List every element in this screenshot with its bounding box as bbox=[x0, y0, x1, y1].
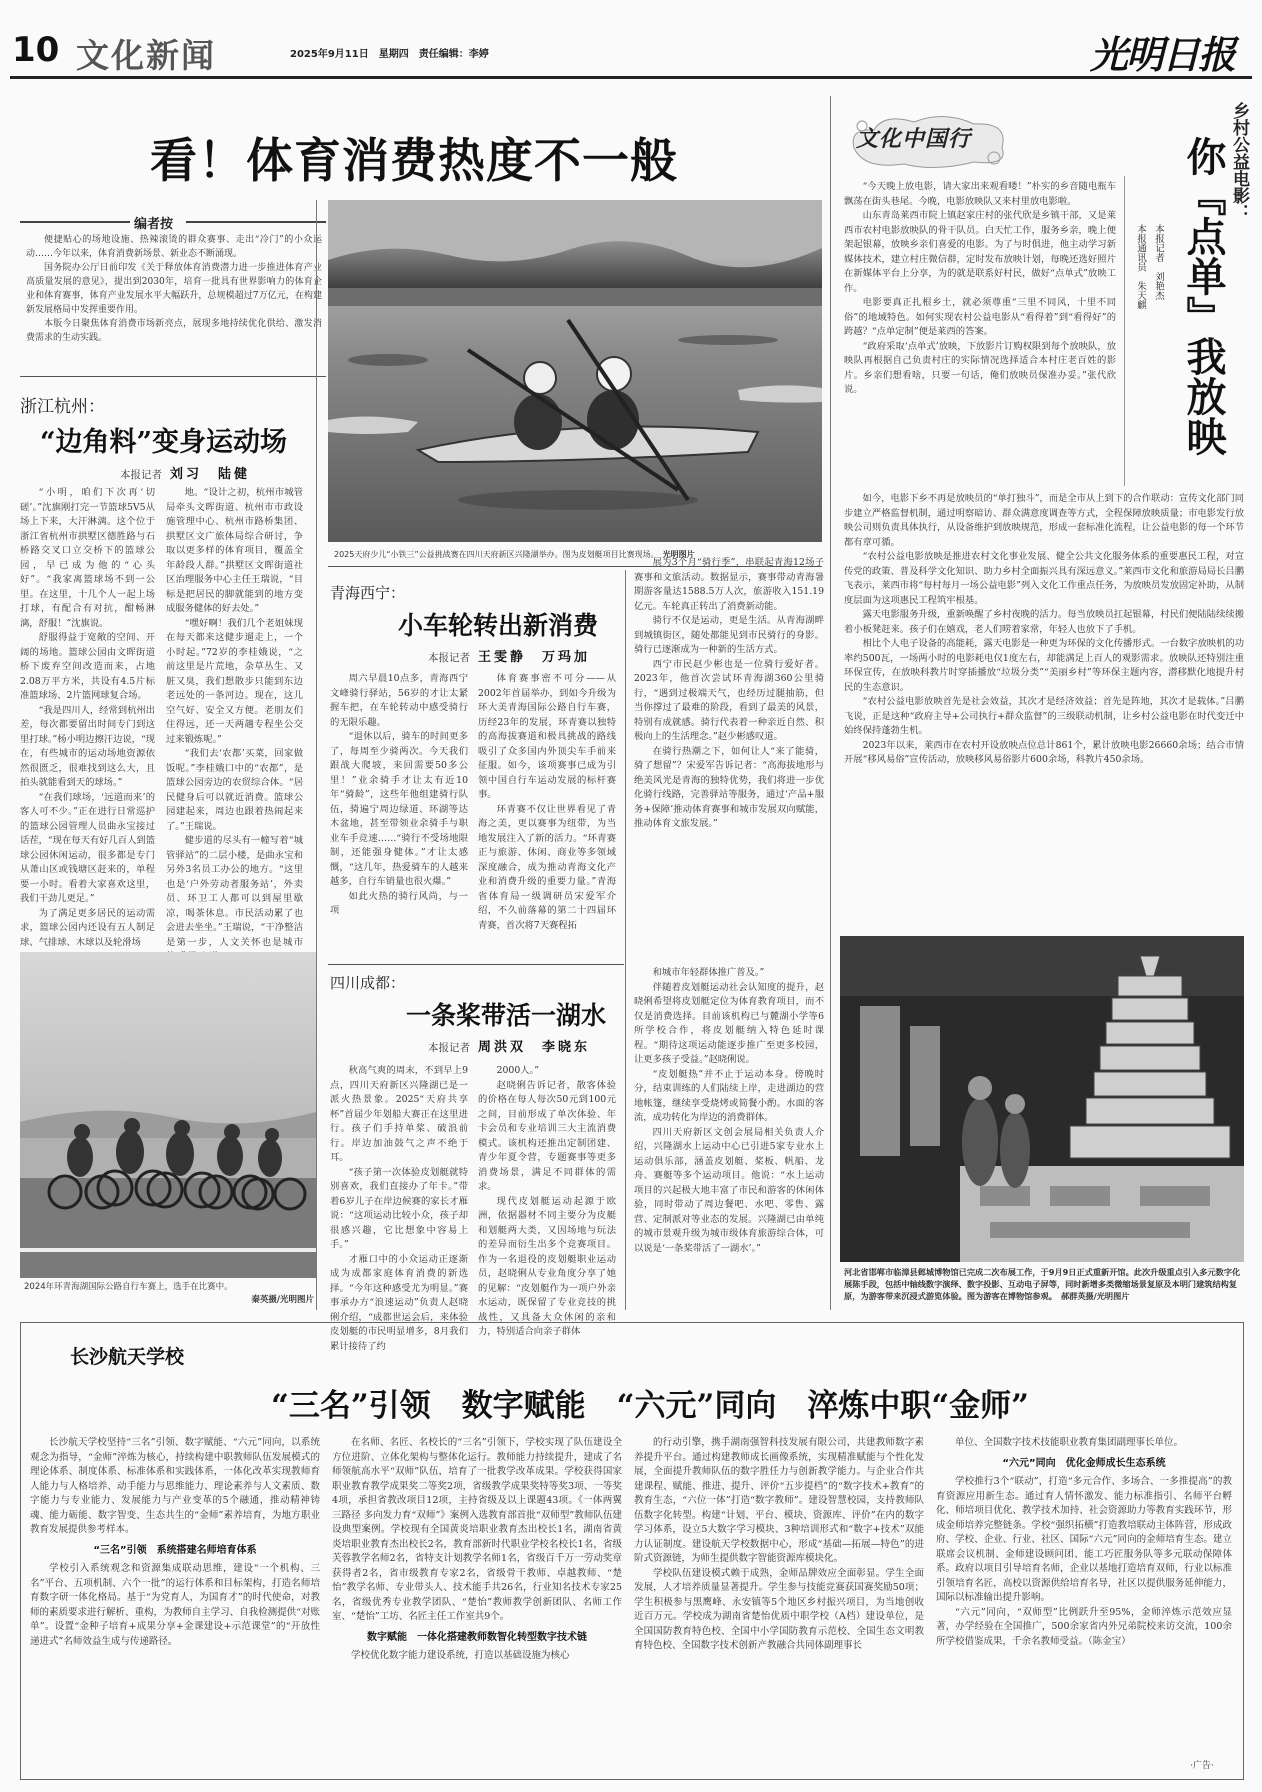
main-title: 看！体育消费热度不一般 bbox=[150, 134, 678, 189]
cyclists-photo bbox=[20, 952, 316, 1278]
sidebar-col-top: “今天晚上放电影，请大家出来观看喽！”朴实的乡音随电瓶车飘荡在街头巷尾。今晚，电影放映队又来村里放电影啦。 山东青岛莱西市院上镇赵家庄村的张代欣是乡镇干部，又是莱西市农村电影放映队的骨干队员。白天忙工作，服务乡亲，晚上便架起银幕，放映乡亲们喜爱的电影。为了与时俱进，他主动学习新媒体技术，建立村庄微信群，定时发布放映计划，每晚还选好照片在新媒体平台上分享，为的就是联系好村民，做好“点单式”放映工作。 电影要真正扎根乡土，就必须尊重“三里不同风，十里不同俗”的地域特色。如何实现农村公益电影从“看得着”到“看得好”的跨越？“点单定制”便是莱西的答案。 “政府采取‘点单式’放映，下放影片订购权限到每个放映队，放映队再根据自己负责村庄的实际情况选择适合本村庄老百姓的影片。乡亲们想看啥，只要一句话，俺们放映员保准办妥。”张代欣说。 bbox=[844, 181, 1116, 395]
sidebar-title-divider bbox=[1124, 176, 1125, 486]
zhejiang-title: “边角料”变身运动场 bbox=[40, 427, 288, 458]
editor-note-bottom-rule bbox=[20, 376, 326, 377]
qinghai-title: 小车轮转出新消费 bbox=[398, 611, 599, 640]
editor-note-body: 便捷贴心的场地设施、热辣滚烫的群众赛事、走出“冷门”的小众运动……今年以来，体育消费新场景、新业态不断涌现。 国务院办公厅日前印发《关于释放体育消费潜力进一步推进体育产业高质量发展的意见》，提出到2030年，培育一批具有世界影响力的体育企业和体育赛事，体育产业发展水平大幅跃升，总规模超过7万亿元，在构建新发展格局中发挥重要作用。 本版今日聚焦体育消费市场新亮点，展现多地持续优化供给、激发消费需求的生动实践。 bbox=[26, 235, 322, 343]
section-title: 文化新闻 bbox=[76, 36, 216, 75]
sidebar-column-label: 文化中国行 bbox=[844, 108, 1014, 172]
editor-note-rule-right bbox=[186, 221, 326, 223]
col-divider-3 bbox=[830, 96, 831, 1310]
header-rule bbox=[10, 76, 1252, 79]
museum-caption: 河北省邯郸市临漳县邺城博物馆已完成二次布展工作，于9月9日正式重新开馆。此次升级重点引入多元数字化展陈手段，包括中轴线数字演绎、数字投影、互动电子屏等，同时新增多类微缩场景复原及本明门建筑结构复原，为游客带来沉浸式游览体验。图为游客在博物馆参观。 郝群英摄/光明图片 bbox=[844, 1267, 1241, 1301]
sidebar-title-pre: 乡村公益电影： bbox=[1229, 102, 1249, 221]
sichuan-byline: 本报记者 周洪双 李晓东 bbox=[428, 1040, 591, 1055]
ad-col1: 长沙航天学校坚持“三名”引领、数字赋能、“六元”同向，以系统观念为指导，“金师”淬炼为核心，持续构建中职教师队伍发展模式的理论体系、制度体系、标准体系和实践体系，一体化改革实现教师育人能力与人格培养、动手能力与思维能力、理论素养与人文素质、数字能力与专业能力、发展能力与产业变革的5个融通，推动精神铸魂、能力砺能、数字智变、生态共生的“金师”素养培育，为地方职业教育发展提供参考样本。 “三名”引领 系统搭建名师培育体系 学校引入系统观念和资源集成联动思维，建设“一个机构、三名”平台、五项机制、六个一批”的运行体系和目标架构，打造名师培育数字研一体化格局。基于“为党育人，为国育才”的时代使命，对教师的素质要求进行解析、重构，为教师自主学习、自我检测提供“对账单”。设置“金种子培育+成果分享+金课建设+示范课堂”的“开放性递进式”名师效益生成与传递路径。 bbox=[30, 1437, 320, 1647]
col-divider-2 bbox=[625, 570, 626, 1310]
date-line: 2025年9月11日 星期四 责任编辑：李婷 bbox=[290, 49, 489, 60]
editor-note-label: 编者按 bbox=[134, 217, 174, 232]
ad-school-name: 长沙航天学校 bbox=[70, 1346, 185, 1368]
qinghai-col1: 周六早晨10点多，青海西宁文峰骑行驿站，56岁的才让太紧握车把，在车轮转动中感受骑行的无限乐趣。 “退休以后，骑车的时间更多了，每周至少骑两次。今天我们跟战大爬坡，来回需要50多公里！”业余骑手才让太有近10年“骑龄”，这些年他组建骑行队伍，骑遍宁周边绿道、环湖等达木盆地，甚至带领业余骑手与职业车手竞速……“骑行不受场地限制，还能强身健体。”才让太感慨，“这几年，热爱骑车的人越来越多，自行车销量也很火爆。” 如此火热的骑行风尚，与一项 bbox=[330, 673, 468, 916]
zhejiang-col2: 地。“设计之初，杭州市城管局牵头文晖街道、杭州市市政设施管理中心、杭州市路桥集团、拱墅区文广旅体局综合研讨，争取以更多样的体育项目，覆盖全年龄段人群。”拱墅区文晖街道社区治理服务中心主任王瑞说，“目标是把居民的脚就能到的地方变成服务健体的好去处。” “嘿好啊！我们几个老姐妹现在每天都来这健步遛走上，一个小时起。”72岁的李桂娥说，“之前这里是片荒地，杂草丛生、又脏又臭，我们想散步只能到东边老远处的一条河边。现在，这儿空气好、安全又方便。老朋友们住得远，还一天两趟专程坐公交过来锻炼呢。” “我们去‘农都’买菜，回家做饭呢。”李桂娥口中的“农都”，是篮球公园旁边的农贸综合体。“居民健身后可以就近消费。篮球公园建起来，周边也跟着热闹起来了。”王瑞说。 健步道的尽头有一幢写着“城管驿站”的二层小楼，是曲永宝和另外3名员工办公的地方。“这里也是‘户外劳动者服务站’，外卖员、环卫工人都可以到屋里歇凉，喝茶休息。市民活动累了也会进去坐坐。”王瑞说，“干净整洁是第一步，人文关怀也是城市 bbox=[166, 487, 303, 948]
museum-photo bbox=[840, 936, 1244, 1262]
qinghai-place: 青海西宁： bbox=[330, 584, 406, 602]
qinghai-col2: 体育赛事密不可分——从2002年首届举办，到如今升级为环大美青海国际公路自行车赛，历经23年的发展，环青赛以独特的高海拔赛道和极具挑战的路线吸引了众多国内外顶尖车手前来征服。如今，该项赛事已成为引领中国自行车运动发展的标杆赛事。 环青赛不仅让世界看见了青海之美，更以赛事为纽带，为当地发展注入了新的活力。“环青赛正与旅游、休闲、商业等多领域深度融合，成为推动青海文化产业和消费升级的重要力量。”青海省体育局一级调研员宋爱军介绍，不久前落幕的第二十四届环青赛，首次将7天赛程拓 bbox=[478, 673, 616, 931]
cyclists-caption: 2024年环青海湖国际公路自行车赛上，选手在比赛中。 秦英摄/光明图片 bbox=[24, 1282, 314, 1305]
zhejiang-byline: 本报记者 刘习 陆健 bbox=[120, 467, 251, 482]
sidebar-byline-1: 本报记者 刘艳杰 bbox=[1153, 224, 1164, 300]
ad-col4: 单位、全国数字技术技能职业教育集团副理事长单位。 “六元”同向 优化金师成长生态系统 学校推行3个“联动”，打造“多元合作、多场合、一多推提高”的教育资源应用新生态。通过育人情怀激发、能力标准指引、名师平台孵化、师培项目优化、教学技术加持、社会资源助力等教育实践环节，形成金师培养完整链条。学校“强织拓横”打造教培联动主体阵营，形成政府、学校、企业、行业、社区、国际“六元”同向的金师培育生态。建立联席会议机制、金师建设顾问团、能工巧匠服务队等多元联动保障体系。政府以项目引导培育名师，企业以基地打造培育双师，行业以标准引领培育名匠，高校以资源供给培育名导，社区以提供服务延伸能力，国际以标准输出提升影响。 “六元”同向，“双师型”比例跃升至95%，金师淬炼示范效应显著，办学经验在全国推广，500余家省内外兄弟院校来访交流，100余所学校借鉴成果，千余名教师受益。（陈金宝） bbox=[936, 1437, 1232, 1647]
zhejiang-col1: “小明，咱们下次再‘切磋’。”沈旗刚打完一节篮球5V5从场上下来，大汗淋漓。这个位于浙江省杭州市拱墅区德胜路与石桥路交叉口立交桥下的篮球公园，早已成为他的“心头好”。“我家离篮球场不到一公里。在这里，十几个人一起上场打球，有配合有对抗，酣畅淋漓，舒服！”沈旗说。 舒服得益于宽敞的空间、开阔的场地。篮球公园由文晖街道桥下废弃空间改造而来，占地2.08万平方米，共设有4.5片标准篮球场、2片篮网球复合场。 “我是四川人，经常到杭州出差，每次都要留出时间专门到这里打球。”杨小明边擦汗边说，“现在，有些城市的运动场地资源依然很匮乏，很难找到这么大，且拍头就能看到天的球场。” “在我们球场，‘远道而来’的客人可不少。”正在进行日常巡护的篮球公园管理人员曲永宝接过话茬，“现在每天有好几百人到篮球公园休闲运动，很多都是专门从萧山区或钱塘区赶来的，单程要一小时。看着大家喜欢这里，我们干劲儿更足。” 为了满足更多居民的运动需求，篮球公园内还设有五人制足球、气排球、木球以及轮滑场 bbox=[20, 487, 156, 948]
sidebar-col-wide: 如今，电影下乡不再是放映员的“单打独斗”，而是全市从上到下的合作联动：宣传文化部门同步建立严格监督机制，通过明察暗访、群众满意度调查等方式，全程保障放映质量；市电影发行放映公司则负责具体执行，从设备维护到放映规范，形成一套标准化流程，让公益电影的每一个环节都有章可循。 “农村公益电影放映是推进农村文化事业发展、健全公共文化服务体系的重要惠民工程，对宣传党的政策、普及科学文化知识、助力乡村全面振兴具有深远意义。”莱西市文化和旅游局局长吕鹏飞表示，莱西市将“每村每月一场公益电影”列入文化工作重点任务，为放映员发放固定补助，从制度层面为这项惠民工程筑牢根基。 露天电影服务升级，重新唤醒了乡村夜晚的活力。每当放映员扛起银幕，村民们便陆陆续续搬着小板凳赶来。孩子们在嬉戏，老人们唠着家常，年轻人也放下了手机。 相比个人电子设备的高能耗，露天电影是一种更为环保的文化传播形式。一台数字放映机的功率约500瓦，一场两小时的电影耗电仅1度左右，却能满足上百人的观影需求。放映队还特别注重环保宣传，在放映科教片时穿插播放“垃圾分类”“美丽乡村”等环保主题内容，潜移默化地提升村民的生态意识。 “农村公益电影放映首先是社会效益，其次才是经济效益；首先是阵地，其次才是载体。”吕鹏飞说，正是这种“政府主导+公司执行+群众监督”的三级联动机制，让乡村公益电影在时代变迁中始终保持蓬勃生机。 2023年以来，莱西市在农村开设放映点位总计861个，累计放映电影26660余场；结合市情开展“移风易俗”宣传活动，放映移风易俗影片600余场，科教片450余场。 bbox=[844, 493, 1244, 765]
ad-title: “三名”引领 数字赋能 “六元”同向 淬炼中职“金师” bbox=[271, 1388, 1029, 1424]
ad-mark: ·广告· bbox=[1190, 1761, 1214, 1771]
kayak-photo-image bbox=[328, 200, 822, 542]
qinghai-byline: 本报记者 王雯静 万玛加 bbox=[428, 650, 591, 665]
museum-photo-image bbox=[840, 936, 1244, 1262]
kayak-photo bbox=[328, 200, 822, 542]
kayak-caption: 2025天府少儿“小铁三”公益挑战赛在四川天府新区兴隆湖举办。图为皮划艇项目比赛现场。 光明图片 bbox=[334, 550, 695, 559]
masthead-logo: 光明日报 bbox=[1090, 32, 1235, 77]
sichuan-place: 四川成都： bbox=[330, 974, 406, 992]
cyclists-photo-image bbox=[20, 952, 316, 1278]
ad-col2: 在名师、名匠、名校长的“三名”引领下，学校实现了队伍建设全方位进阶、立体化架构与整体化运行。教师能力持续提升，建成了名师领航高水平“双师”队伍，培育了一批教学改革成果。学校获得国家职业教育教学成果奖二等奖2项，省级教学成果奖特等奖3项、一等奖4项，承担省教改项目12项，主持省级及以上课题43项。《一体两翼三路径 多向发力育“双师”》案例入选教育部首批“双师型”教师队伍建设典型案例。学校现有全国黄炎培职业教育杰出校长1名，湖南省黄炎培职业教育杰出校长2名，教育部新时代职业学校名校长1名，省级芙蓉教学名师2名，省特支计划教学名师1名，省级百千万一劳动奖章获得者2名，省市级教育专家2名，省级骨干教师、卓越教师、“楚怡”教学名师、专业带头人、技术能手共26名，行业知名技术专家25名，省级优秀专业教学团队、“楚怡”教师教学创新团队、名师工作室、“楚怡”工坊、名匠主任工作室共9个。 数字赋能 一体化搭建教师数智化转型数字技术链 学校优化数字能力建设系统，打造以基础设施为核心 bbox=[332, 1437, 622, 1661]
ad-col3: 的行动引擎，携手湖南强智科技发展有限公司，共建教师数字素养提升平台。通过构建教师成长画像系统，实现精准赋能与个性化发展，全面提升教师队伍的数字胜任力与创新教学能力。与企业合作共建课程、赋能、推进、提升、评价“五步提档”的“数字技术+教育”的教育生态，“六位一体”打造“数字教师”。建设智慧校园，支持教师队伍数字化转型。构建“计划、平台、模块、资源库、评价”在内的数字学习体系，设立5大数字学习模块、3种培训形式和“数字+技术”双能力认证制度。建设航天学校数据中心，形成“基础—拓展—特色”的进阶式资源链，为师生提供数字智能资源库模块化。 学校队伍建设模式赖于成熟，金师品牌效应全面彰显。学生全面发展，人才培养质量显著提升。学生参与技能竞赛获国赛奖励50项；学生积极参与黑鹰峰、永安镇等5个地区乡村振兴项目，为当地创收近百万元。学校成为湖南省楚怡优质中职学校（A档）建设单位，是全国国防教育特色校、全国中小学国防教育示范校、全国生态文明教育特色校、全国数字技术创新产教融合共同体副理事长 bbox=[634, 1437, 924, 1651]
sichuan-col3: 和城市年轻群体推广普及。” 伴随着皮划艇运动社会认知度的提升，赵晓俐希望将皮划艇定位为体育教育项目，而不仅是消费选择。目前该机构已与麓湖小学等6所学校合作，将皮划艇纳入特色延时课程。“期待这项运动能逐步推广至更多校园，让更多孩子受益。”赵晓俐说。 “皮划艇热”并不止于运动本身。傍晚时分，结束训练的人们陆续上岸，走进湖边的营地帐篷，继续享受烧烤或简餐小酌。水面的客流，成功转化为岸边的消费群体。 四川天府新区文创会展局相关负责人介绍，兴隆湖水上运动中心已引进5家专业水上运动俱乐部，涵盖皮划艇、桨板、帆船、龙舟、赛艇等多个运动项目。他说：“水上运动项目的兴起极大地丰富了市民和游客的休闲体验，同时带动了周边餐吧、水吧、零售、露营、定制派对等业态的发展。兴隆湖已由单纯的城市景观升级为城市级体育旅游综合体，可以说是‘一条桨带活了一湖水’。” bbox=[634, 967, 824, 1254]
qinghai-col3: 展为3个月“骑行季”，串联起青海12场子赛事和文旅活动。数据显示，赛事带动青海暑期游客量达1588.5万人次，旅游收入151.19亿元。车轮真正转出了消费新动能。 骑行不仅是运动，更是生活。从青海湖畔到城镇街区，随处都能见到市民骑行的身影。骑行已逐渐成为一种新的生活方式。 西宁市民赵少彬也是一位骑行爱好者。2023年，他首次尝试环青海湖360公里骑行，“遇到过极端天气，也经历过腿抽筋，但当你撑过了最难的阶段，看到了最美的风景，特别有成就感。骑行代表着一种亲近自然、积极向上的生活理念。”赵少彬感叹道。 在骑行热潮之下，如何让人“来了能骑，骑了想留”？宋爱军告诉记者：“高海拔地形与绝美风光是青海的独特优势，我们将进一步优化骑行线路，完善驿站等服务，通过‘产品+服务+保障’推动体育赛事和城市发展双向赋能，推动体育文旅发展。” bbox=[634, 557, 824, 829]
sichuan-col2: 2000人。” 赵晓俐告诉记者，散客体验的价格在每人每次50元到100元之间，目前形成了单次体验、年卡会员和专业培训三大主流消费模式。该机构还推出定制团建、青少年夏令营，专题赛事等更多消费场景，满足不同群体的需求。 现代皮划艇运动起源于欧洲，依据器材不同主要分为皮艇和划艇两大类，又因场地与玩法的差异而衍生出多个竞赛项目。作为一名退役的皮划艇职业运动员，赵晓俐从专业角度分享了她的见解：“皮划艇作为一项户外亲水运动，既保留了专业竞技的挑战性，又具备大众休闲的亲和力，特别适合向亲子群体 bbox=[478, 1065, 616, 1337]
page-number: 10 bbox=[12, 30, 60, 70]
sichuan-title: 一条桨带活一湖水 bbox=[406, 1001, 607, 1030]
zhejiang-place: 浙江杭州： bbox=[20, 397, 105, 417]
sichuan-col1: 秋高气爽的周末，不到早上9点，四川天府新区兴隆湖已是一派火热景象。2025“天府共享杯”首届少年划船大赛正在这里进行。孩子们手持单桨、破浪前行。岸边加油鼓气之声不绝于耳。 “孩子第一次体验皮划艇就特别喜欢，我们直接办了年卡。”带着6岁儿子在岸边候赛的家长才雁说：“这项运动比较小众，孩子却很感兴趣，它比想象中容易上手。” 才雁口中的小众运动正逐渐成为成都家庭体育消费的新选择。“今年这种感受尤为明显。”赛事承办方“浪速运动”负责人赵晓俐介绍，“成都世运会后，来体验皮划艇的市民明显增多，8月我们累计接待了约 bbox=[330, 1065, 468, 1352]
editor-note-rule-left bbox=[20, 221, 130, 223]
sidebar-title-main: 你『点单』我放映 bbox=[1180, 136, 1227, 456]
sichuan-rule bbox=[328, 964, 624, 965]
sidebar-byline-2: 本报通讯员 朱天麒 bbox=[1135, 224, 1146, 310]
col-divider-1 bbox=[316, 200, 317, 1310]
